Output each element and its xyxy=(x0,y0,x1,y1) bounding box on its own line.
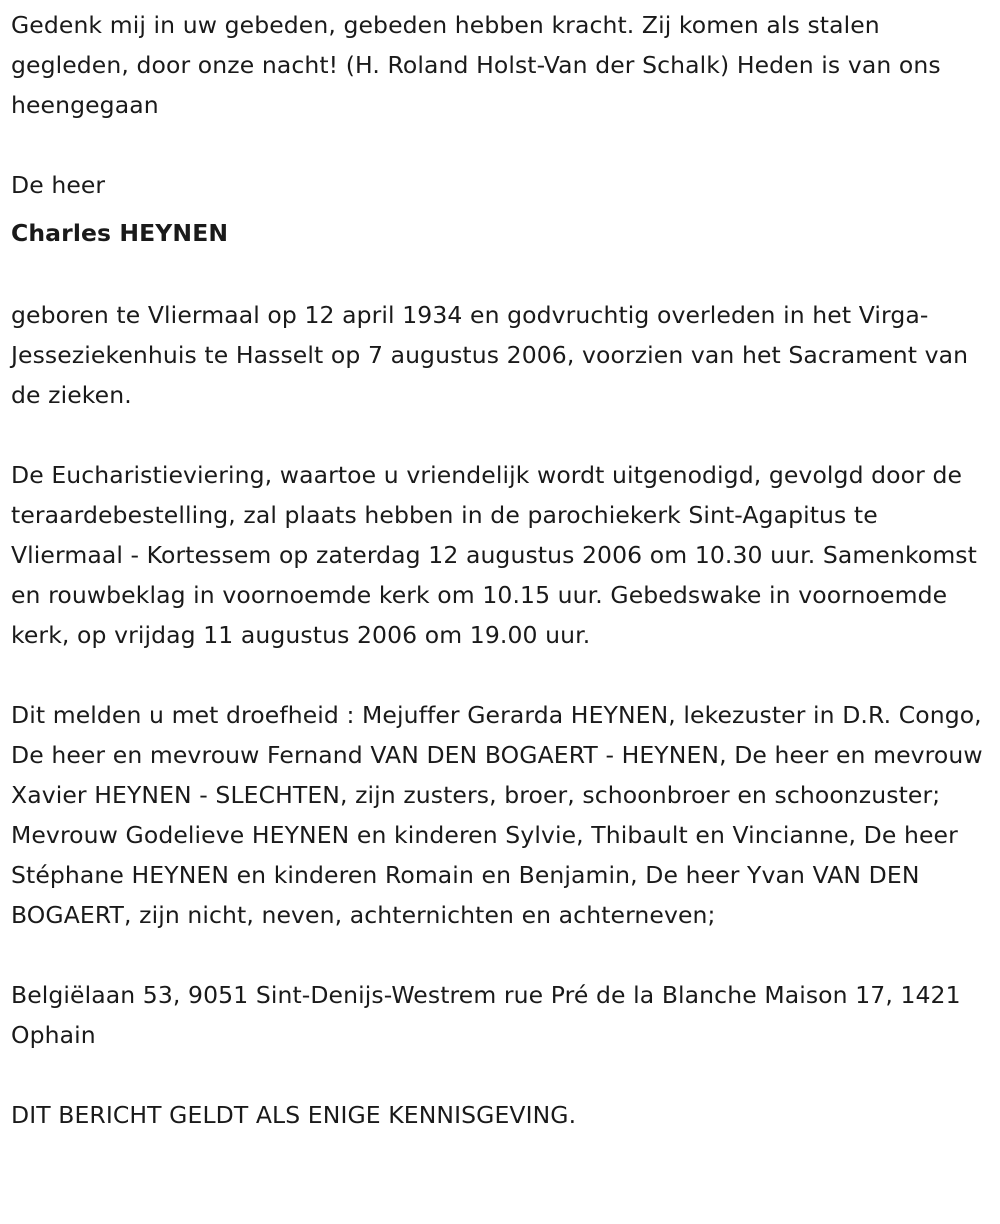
ceremony-paragraph: De Eucharistieviering, waartoe u vriendelijk wordt uitgenodigd, gevolgd door de teraardebestelling, zal plaats hebben in de parochiekerk Sint-Agapitus te Vliermaal - Kortessem op zaterdag 12 augustus 2006 om 10.30 uur. Samenkomst en rouwbeklag in voornoemde kerk om 10.15 uur. Gebedswake in voornoemde kerk, op vrijdag 11 augustus 2006 om 19.00 uur. xyxy=(11,461,977,649)
closing-statement: DIT BERICHT GELDT ALS ENIGE KENNISGEVING. xyxy=(11,1101,577,1129)
salutation: De heer xyxy=(11,171,106,199)
family-paragraph: Dit melden u met droefheid : Mejuffer Gerarda HEYNEN, lekezuster in D.R. Congo, De heer en mevrouw Fernand VAN DEN BOGAERT - HEYNEN, De heer en mevrouw Xavier HEYNEN - SLECHTEN, zijn zusters, broer, schoonbroer en schoonzuster; Mevrouw Godelieve HEYNEN en kinderen Sylvie, Thibault en Vincianne, De heer Stéphane HEYNEN en kinderen Romain en Benjamin, De heer Yvan VAN DEN BOGAERT, zijn nicht, neven, achternichten en achterneven; xyxy=(11,701,983,929)
deceased-name: Charles HEYNEN xyxy=(11,219,229,247)
address-paragraph: Belgiëlaan 53, 9051 Sint-Denijs-Westrem rue Pré de la Blanche Maison 17, 1421 Ophain xyxy=(11,981,961,1049)
intro-text: Gedenk mij in uw gebeden, gebeden hebben kracht. Zij komen als stalen gegleden, door onze nacht! (H. Roland Holst-Van der Schalk) Heden is van ons heengegaan xyxy=(11,11,941,119)
birth-death-paragraph: geboren te Vliermaal op 12 april 1934 en godvruchtig overleden in het Virga-Jesseziekenhuis te Hasselt op 7 augustus 2006, voorzien van het Sacrament van de zieken. xyxy=(11,301,969,409)
